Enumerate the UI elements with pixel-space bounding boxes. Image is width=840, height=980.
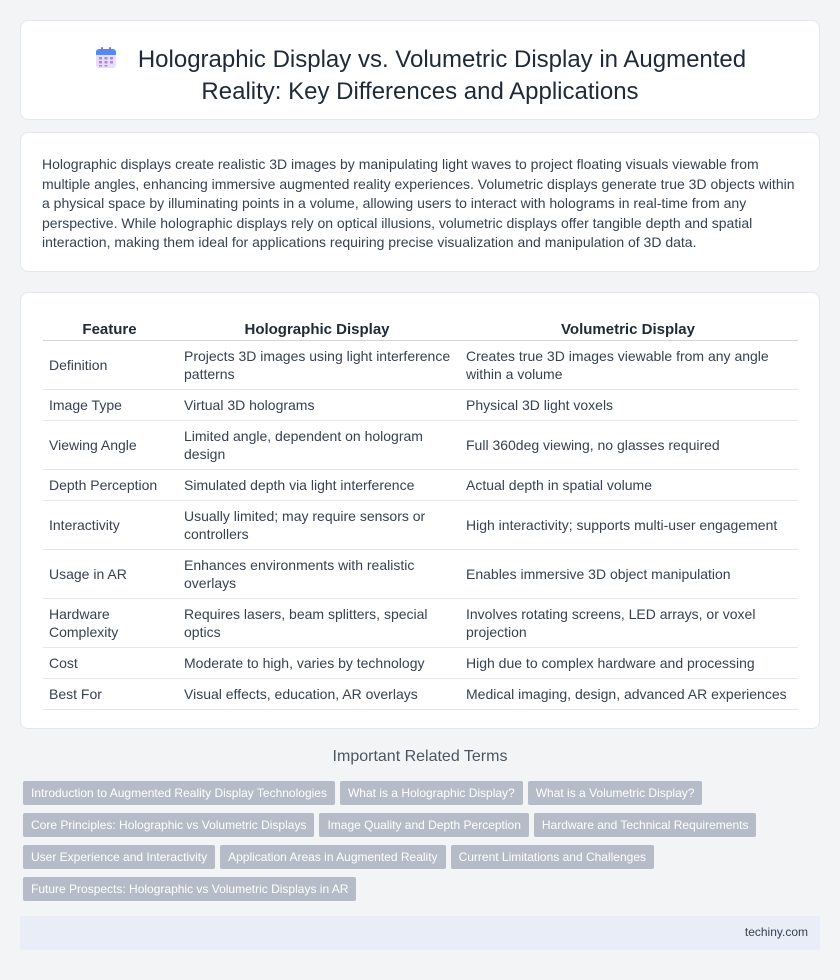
feature-cell: Best For (43, 679, 176, 710)
header (21, 44, 819, 108)
volumetric-cell: Physical 3D light voxels (458, 390, 798, 421)
table-row (43, 501, 798, 550)
volumetric-cell: Enables immersive 3D object manipulation (458, 550, 798, 599)
related-term-tag[interactable]: Current Limitations and Challenges (451, 845, 654, 869)
intro-paragraph: Holographic displays create realistic 3D images by manipulating light waves to project floating visuals viewable from multiple angles, enhancing immersive augmented reality experiences. Volumetric displays generate true 3D objects within a physical space by illuminating points in a volume, allowing users to interact with holograms in real-time from any perspective. While holographic displays rely on optical illusions, volumetric displays offer tangible depth and spatial interaction, making them ideal for applications requiring precise visualization and manipulation of 3D data. (42, 156, 795, 250)
feature-cell: Cost (43, 648, 176, 679)
holographic-cell: Visual effects, education, AR overlays (176, 679, 458, 710)
title-text: Holographic Display vs. Volumetric Display in Augmented Reality: Key Differences and Applications (137, 46, 747, 105)
table-row (43, 470, 798, 501)
holographic-cell: Requires lasers, beam splitters, special optics (176, 599, 458, 648)
feature-cell: Hardware Complexity (43, 599, 176, 648)
table-row (43, 679, 798, 710)
header-card (20, 20, 820, 120)
related-term-tag[interactable]: What is a Volumetric Display? (528, 781, 703, 805)
related-term-tag[interactable]: Future Prospects: Holographic vs Volumetric Displays in AR (23, 877, 356, 901)
related-term-tag[interactable]: Introduction to Augmented Reality Display Technologies (23, 781, 335, 805)
related-term-tag[interactable]: What is a Holographic Display? (340, 781, 523, 805)
holographic-cell: Moderate to high, varies by technology (176, 648, 458, 679)
calendar-icon (94, 46, 118, 70)
volumetric-cell: High due to complex hardware and processing (458, 648, 798, 679)
footer (20, 916, 820, 950)
holographic-cell: Simulated depth via light interference (176, 470, 458, 501)
related-term-tag[interactable]: Image Quality and Depth Perception (319, 813, 528, 837)
intro-card (20, 132, 820, 272)
header-feature: Feature (43, 311, 176, 341)
feature-cell: Interactivity (43, 501, 176, 550)
volumetric-cell: Involves rotating screens, LED arrays, or voxel projection (458, 599, 798, 648)
page-title (51, 44, 789, 108)
holographic-cell: Limited angle, dependent on hologram design (176, 421, 458, 470)
feature-cell: Definition (43, 341, 176, 390)
volumetric-cell: High interactivity; supports multi-user engagement (458, 501, 798, 550)
table-row (43, 550, 798, 599)
related-term-tag[interactable]: Core Principles: Holographic vs Volumetric Displays (23, 813, 314, 837)
holographic-cell: Virtual 3D holograms (176, 390, 458, 421)
related-term-tag[interactable]: User Experience and Interactivity (23, 845, 215, 869)
volumetric-cell: Actual depth in spatial volume (458, 470, 798, 501)
table-row (43, 599, 798, 648)
holographic-cell: Enhances environments with realistic overlays (176, 550, 458, 599)
comparison-table (43, 311, 798, 710)
table-row (43, 421, 798, 470)
header-volumetric: Volumetric Display (458, 311, 798, 341)
related-term-tag[interactable]: Application Areas in Augmented Reality (220, 845, 445, 869)
holographic-cell: Usually limited; may require sensors or controllers (176, 501, 458, 550)
feature-cell: Depth Perception (43, 470, 176, 501)
feature-cell: Image Type (43, 390, 176, 421)
related-terms-title: Important Related Terms (332, 748, 508, 765)
related-terms-list (23, 781, 813, 909)
header-holographic: Holographic Display (176, 311, 458, 341)
table-row (43, 341, 798, 390)
holographic-cell: Projects 3D images using light interference patterns (176, 341, 458, 390)
footer-site-link[interactable]: techiny.com (744, 925, 808, 939)
feature-cell: Viewing Angle (43, 421, 176, 470)
related-term-tag[interactable]: Hardware and Technical Requirements (534, 813, 757, 837)
table-header-row (43, 311, 798, 341)
table-row (43, 390, 798, 421)
volumetric-cell: Medical imaging, design, advanced AR experiences (458, 679, 798, 710)
comparison-card (20, 292, 820, 729)
table-row (43, 648, 798, 679)
volumetric-cell: Creates true 3D images viewable from any angle within a volume (458, 341, 798, 390)
feature-cell: Usage in AR (43, 550, 176, 599)
volumetric-cell: Full 360deg viewing, no glasses required (458, 421, 798, 470)
